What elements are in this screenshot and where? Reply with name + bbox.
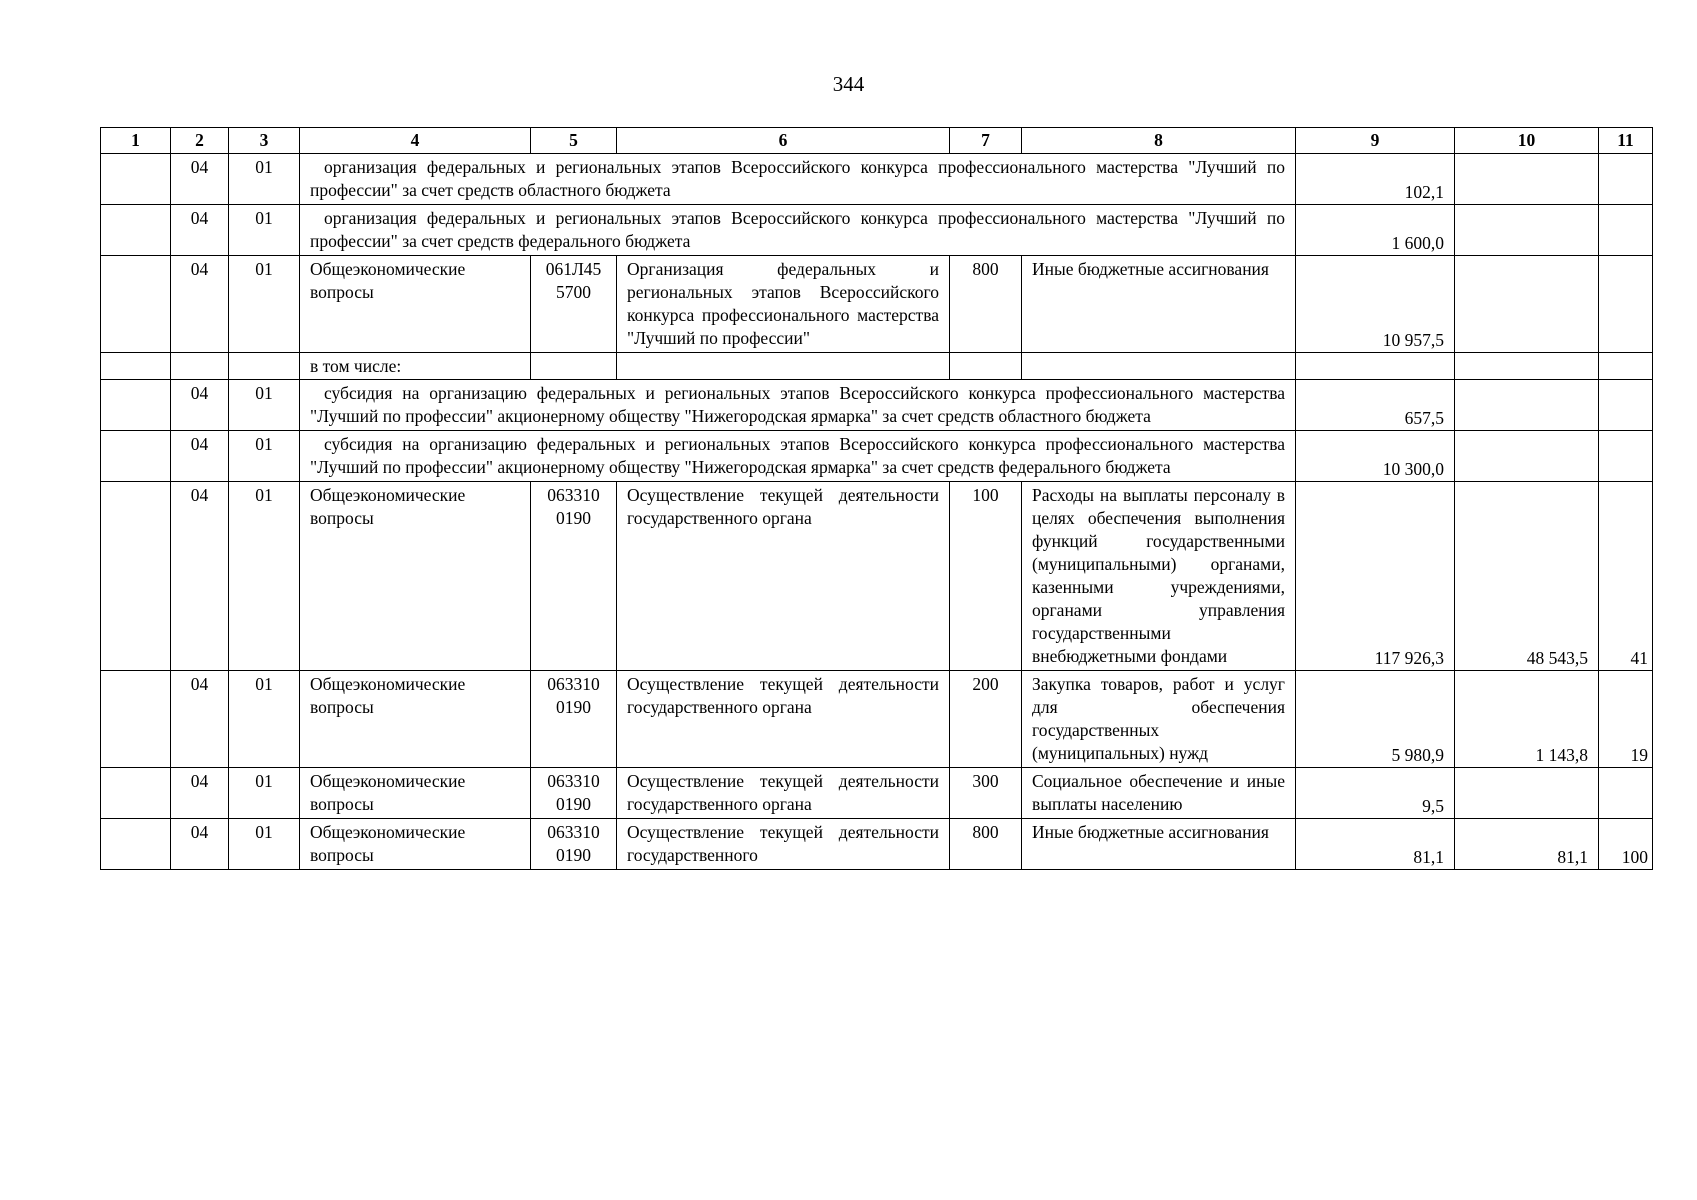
table-row	[101, 205, 1653, 256]
cell-expense-type: 200	[950, 671, 1022, 768]
cell-description: субсидия на организацию федеральных и региональных этапов Всероссийского конкурса профессионального мастерства "Лучший по профессии" акционерному обществу "Нижегородская ярмарка" за счет средств федерального бюджета	[300, 431, 1296, 482]
column-header: 4	[300, 128, 531, 154]
cell-amount-fact	[1455, 205, 1599, 256]
cell-col1	[101, 768, 171, 819]
cell-target-name: Осуществление текущей деятельности государственного органа	[617, 671, 950, 768]
cell-percent: 19	[1599, 671, 1653, 768]
cell-col1	[101, 380, 171, 431]
cell-subsection: 01	[229, 205, 300, 256]
column-header: 6	[617, 128, 950, 154]
cell-section: 04	[171, 768, 229, 819]
cell-percent	[1599, 431, 1653, 482]
cell-amount-fact	[1455, 768, 1599, 819]
column-header: 10	[1455, 128, 1599, 154]
table-row	[101, 431, 1653, 482]
cell-percent	[1599, 154, 1653, 205]
cell-percent	[1599, 353, 1653, 380]
cell-col1	[101, 154, 171, 205]
cell-section: 04	[171, 431, 229, 482]
cell-subsection: 01	[229, 154, 300, 205]
cell-section	[171, 353, 229, 380]
cell-note: в том числе:	[300, 353, 531, 380]
cell-amount-plan: 102,1	[1296, 154, 1455, 205]
cell-amount-fact: 81,1	[1455, 819, 1599, 870]
cell-target-name: Осуществление текущей деятельности государственного органа	[617, 482, 950, 671]
cell-target-name: Осуществление текущей деятельности государственного	[617, 819, 950, 870]
cell-target-code: 063310 0190	[531, 819, 617, 870]
cell-amount-plan: 10 300,0	[1296, 431, 1455, 482]
cell-section: 04	[171, 819, 229, 870]
cell-target-name: Осуществление текущей деятельности государственного органа	[617, 768, 950, 819]
cell-amount-plan: 10 957,5	[1296, 256, 1455, 353]
cell-function-name: Общеэкономические вопросы	[300, 768, 531, 819]
table-row	[101, 482, 1653, 671]
cell-section: 04	[171, 256, 229, 353]
cell-col1	[101, 482, 171, 671]
column-header: 3	[229, 128, 300, 154]
cell-target-name: Организация федеральных и региональных этапов Всероссийского конкурса профессионального мастерства "Лучший по профессии"	[617, 256, 950, 353]
cell-col1	[101, 431, 171, 482]
cell-expense-name: Закупка товаров, работ и услуг для обеспечения государственных (муниципальных) нужд	[1022, 671, 1296, 768]
cell-function-name: Общеэкономические вопросы	[300, 256, 531, 353]
cell-subsection: 01	[229, 482, 300, 671]
cell-amount-plan: 9,5	[1296, 768, 1455, 819]
cell-target-code: 063310 0190	[531, 768, 617, 819]
cell-subsection: 01	[229, 380, 300, 431]
table-row	[101, 768, 1653, 819]
cell-expense-type	[950, 353, 1022, 380]
cell-amount-fact	[1455, 380, 1599, 431]
cell-target-code: 061Л45 5700	[531, 256, 617, 353]
cell-target-code	[531, 353, 617, 380]
cell-function-name: Общеэкономические вопросы	[300, 482, 531, 671]
cell-amount-plan: 1 600,0	[1296, 205, 1455, 256]
cell-col1	[101, 671, 171, 768]
cell-expense-name: Социальное обеспечение и иные выплаты населению	[1022, 768, 1296, 819]
table-row	[101, 819, 1653, 870]
cell-amount-plan	[1296, 353, 1455, 380]
cell-description: организация федеральных и региональных этапов Всероссийского конкурса профессионального мастерства "Лучший по профессии" за счет средств федерального бюджета	[300, 205, 1296, 256]
cell-subsection: 01	[229, 256, 300, 353]
cell-subsection	[229, 353, 300, 380]
column-header: 11	[1599, 128, 1653, 154]
cell-col1	[101, 205, 171, 256]
cell-percent	[1599, 768, 1653, 819]
cell-col1	[101, 256, 171, 353]
cell-expense-name: Иные бюджетные ассигнования	[1022, 819, 1296, 870]
cell-percent	[1599, 205, 1653, 256]
cell-expense-type: 300	[950, 768, 1022, 819]
cell-percent	[1599, 256, 1653, 353]
cell-subsection: 01	[229, 431, 300, 482]
cell-target-name	[617, 353, 950, 380]
cell-amount-fact	[1455, 431, 1599, 482]
cell-expense-name: Расходы на выплаты персоналу в целях обеспечения выполнения функций государственными (муниципальными) органами, казенными учреждениями, органами управления государственными внебюджетными фондами	[1022, 482, 1296, 671]
cell-percent: 41	[1599, 482, 1653, 671]
cell-expense-type: 800	[950, 256, 1022, 353]
cell-amount-fact	[1455, 154, 1599, 205]
cell-expense-type: 800	[950, 819, 1022, 870]
cell-subsection: 01	[229, 819, 300, 870]
cell-function-name: Общеэкономические вопросы	[300, 819, 531, 870]
table-row	[101, 154, 1653, 205]
cell-amount-fact: 48 543,5	[1455, 482, 1599, 671]
cell-amount-fact	[1455, 256, 1599, 353]
cell-section: 04	[171, 205, 229, 256]
cell-percent: 100	[1599, 819, 1653, 870]
column-header: 5	[531, 128, 617, 154]
cell-section: 04	[171, 482, 229, 671]
cell-amount-fact	[1455, 353, 1599, 380]
table-row	[101, 671, 1653, 768]
cell-expense-type: 100	[950, 482, 1022, 671]
cell-percent	[1599, 380, 1653, 431]
page-number: 344	[832, 72, 865, 96]
cell-target-code: 063310 0190	[531, 482, 617, 671]
cell-amount-plan: 657,5	[1296, 380, 1455, 431]
cell-col1	[101, 353, 171, 380]
cell-amount-plan: 117 926,3	[1296, 482, 1455, 671]
cell-function-name: Общеэкономические вопросы	[300, 671, 531, 768]
cell-subsection: 01	[229, 768, 300, 819]
cell-section: 04	[171, 154, 229, 205]
table-header-row	[101, 128, 1653, 154]
cell-section: 04	[171, 380, 229, 431]
column-header: 9	[1296, 128, 1455, 154]
cell-section: 04	[171, 671, 229, 768]
cell-amount-plan: 81,1	[1296, 819, 1455, 870]
column-header: 7	[950, 128, 1022, 154]
budget-table	[100, 127, 1653, 870]
cell-description: субсидия на организацию федеральных и региональных этапов Всероссийского конкурса профессионального мастерства "Лучший по профессии" акционерному обществу "Нижегородская ярмарка" за счет средств областного бюджета	[300, 380, 1296, 431]
table-row	[101, 380, 1653, 431]
table-row	[101, 256, 1653, 353]
cell-subsection: 01	[229, 671, 300, 768]
cell-amount-fact: 1 143,8	[1455, 671, 1599, 768]
cell-target-code: 063310 0190	[531, 671, 617, 768]
cell-expense-name	[1022, 353, 1296, 380]
column-header: 1	[101, 128, 171, 154]
cell-expense-name: Иные бюджетные ассигнования	[1022, 256, 1296, 353]
cell-col1	[101, 819, 171, 870]
column-header: 2	[171, 128, 229, 154]
table-row	[101, 353, 1653, 380]
cell-description: организация федеральных и региональных этапов Всероссийского конкурса профессионального мастерства "Лучший по профессии" за счет средств областного бюджета	[300, 154, 1296, 205]
cell-amount-plan: 5 980,9	[1296, 671, 1455, 768]
column-header: 8	[1022, 128, 1296, 154]
